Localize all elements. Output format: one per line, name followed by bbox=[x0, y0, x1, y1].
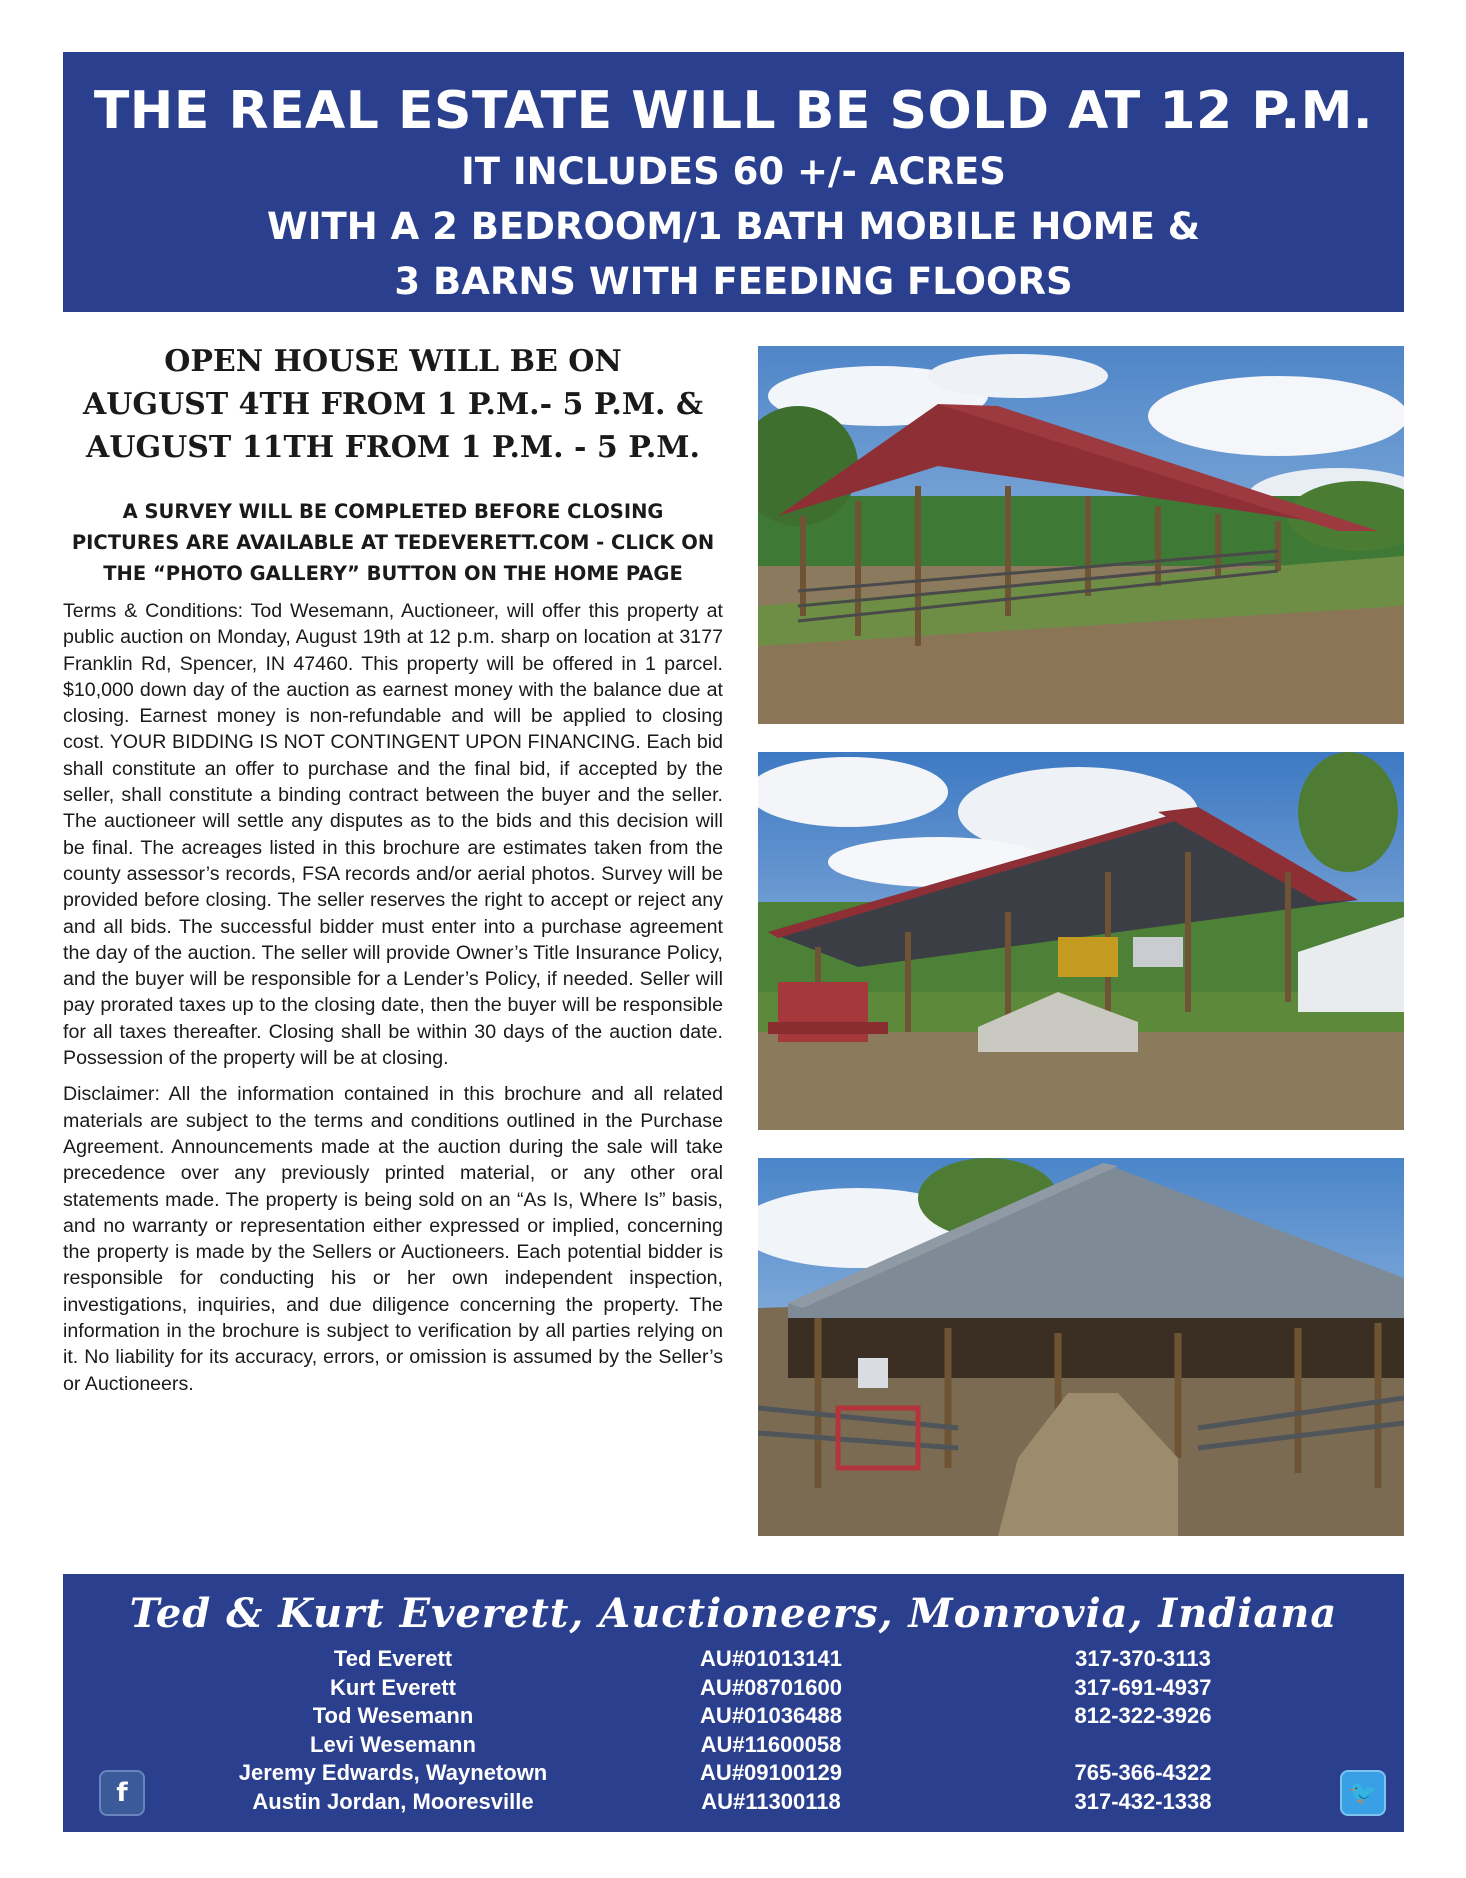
contact-row bbox=[63, 1703, 1404, 1732]
contact-name: Jeremy Edwards, Waynetown bbox=[238, 1760, 548, 1785]
contact-row bbox=[63, 1760, 1404, 1789]
open-house-line-1: OPEN HOUSE WILL BE ON bbox=[164, 344, 622, 379]
terms-and-disclaimer bbox=[63, 598, 723, 1407]
open-house-line-3: AUGUST 11TH FROM 1 P.M. - 5 P.M. bbox=[86, 430, 700, 465]
headline-line-2: IT INCLUDES 60 +/- ACRES bbox=[461, 150, 1006, 193]
firm-name: Ted & Kurt Everett, Auctioneers, Monrovia, Indiana bbox=[129, 1590, 1338, 1637]
contact-name: Ted Everett bbox=[333, 1646, 453, 1671]
notice-line-1: A SURVEY WILL BE COMPLETED BEFORE CLOSING bbox=[122, 500, 664, 523]
barn-photo-2 bbox=[758, 752, 1404, 1130]
twitter-icon[interactable]: 🐦 bbox=[1340, 1770, 1386, 1816]
disclaimer-paragraph: Disclaimer: All the information contained in this brochure and all related materials are subject to the terms and conditions outlined in the Purchase Agreement. Announcements made at the auction during the sale will take precedence over any previously printed material, or any other oral statements made. The property is being sold on an “As Is, Where Is” basis, and no warranty or representation either expressed or implied, concerning the property is made by the Sellers or Auctioneers. Each potential bidder is responsible for conducting his or her own independent inspection, investigations, inquiries, and due diligence concerning the property. The information in the brochure is subject to verification by all parties relying on it. No liability for its accuracy, errors, or omission is assumed by the Seller’s or Auctioneers. bbox=[63, 1083, 723, 1395]
contact-row bbox=[63, 1675, 1404, 1704]
footer-banner bbox=[63, 1574, 1404, 1832]
barn-photo-1 bbox=[758, 346, 1404, 724]
terms-paragraph: Terms & Conditions: Tod Wesemann, Auctioneer, will offer this property at public auction on Monday, August 19th at 12 p.m. sharp on location at 3177 Franklin Rd, Spencer, IN 47460. This property will be offered in 1 parcel. $10,000 down day of the auction as earnest money with the balance due at closing. Earnest money is non-refundable and will be applied to closing cost. YOUR BIDDING IS NOT CONTINGENT UPON FINANCING. Each bid shall constitute an offer to purchase and the final bid, if accepted by the seller, shall constitute a binding contract between the buyer and the seller. The auctioneer will settle any disputes as to the bids and this decision will be final. The acreages listed in this brochure are estimates taken from the county assessor’s records, FSA records and/or aerial photos. Survey will be provided before closing. The seller reserves the right to accept or reject any and all bids. The successful bidder must enter into a purchase agreement the day of the auction. The seller will provide Owner’s Title Insurance Policy, and the buyer will be responsible for a Lender’s Policy, if needed. Seller will pay prorated taxes up to the closing date, then the buyer will be responsible for all taxes thereafter. Closing shall be within 30 days of the auction date. Possession of the property will be at closing. bbox=[63, 600, 723, 1070]
contact-license: AU#01013141 bbox=[700, 1646, 842, 1671]
contact-name: Kurt Everett bbox=[330, 1674, 456, 1700]
contact-name: Austin Jordan, Mooresville bbox=[252, 1788, 534, 1814]
headline: THE REAL ESTATE WILL BE SOLD AT 12 P.M. bbox=[93, 81, 1374, 141]
notice-line-3: THE “PHOTO GALLERY” BUTTON ON THE HOME PAGE bbox=[103, 562, 683, 585]
contact-phone: 317-370-3113 bbox=[1075, 1646, 1211, 1671]
contact-license: AU#11300118 bbox=[701, 1788, 841, 1814]
notice-block bbox=[63, 496, 723, 589]
contact-phone: 317-432-1338 bbox=[1074, 1788, 1212, 1814]
contact-row bbox=[63, 1789, 1404, 1818]
open-house-block bbox=[63, 340, 723, 469]
headline-line-3: WITH A 2 BEDROOM/1 BATH MOBILE HOME & bbox=[266, 205, 1201, 248]
open-house-line-2: AUGUST 4TH FROM 1 P.M.- 5 P.M. & bbox=[82, 387, 704, 422]
contact-phone: 317-691-4937 bbox=[1074, 1674, 1212, 1700]
contact-list bbox=[63, 1646, 1404, 1817]
contact-row bbox=[63, 1646, 1404, 1675]
facebook-icon[interactable]: f bbox=[99, 1770, 145, 1816]
notice-line-2: PICTURES ARE AVAILABLE AT TEDEVERETT.COM - CLICK ON bbox=[71, 531, 715, 554]
contact-license: AU#01036488 bbox=[700, 1703, 842, 1728]
contact-license: AU#11600058 bbox=[700, 1731, 842, 1757]
header-banner bbox=[63, 52, 1404, 312]
contact-license: AU#08701600 bbox=[700, 1674, 842, 1700]
contact-name: Levi Wesemann bbox=[310, 1731, 476, 1757]
contact-name: Tod Wesemann bbox=[312, 1703, 474, 1728]
contact-row bbox=[63, 1732, 1404, 1761]
contact-phone: 812-322-3926 bbox=[1074, 1703, 1212, 1728]
headline-line-4: 3 BARNS WITH FEEDING FLOORS bbox=[394, 260, 1073, 303]
contact-phone: 765-366-4322 bbox=[1074, 1760, 1212, 1785]
contact-license: AU#09100129 bbox=[700, 1760, 842, 1785]
barn-photo-3 bbox=[758, 1158, 1404, 1536]
